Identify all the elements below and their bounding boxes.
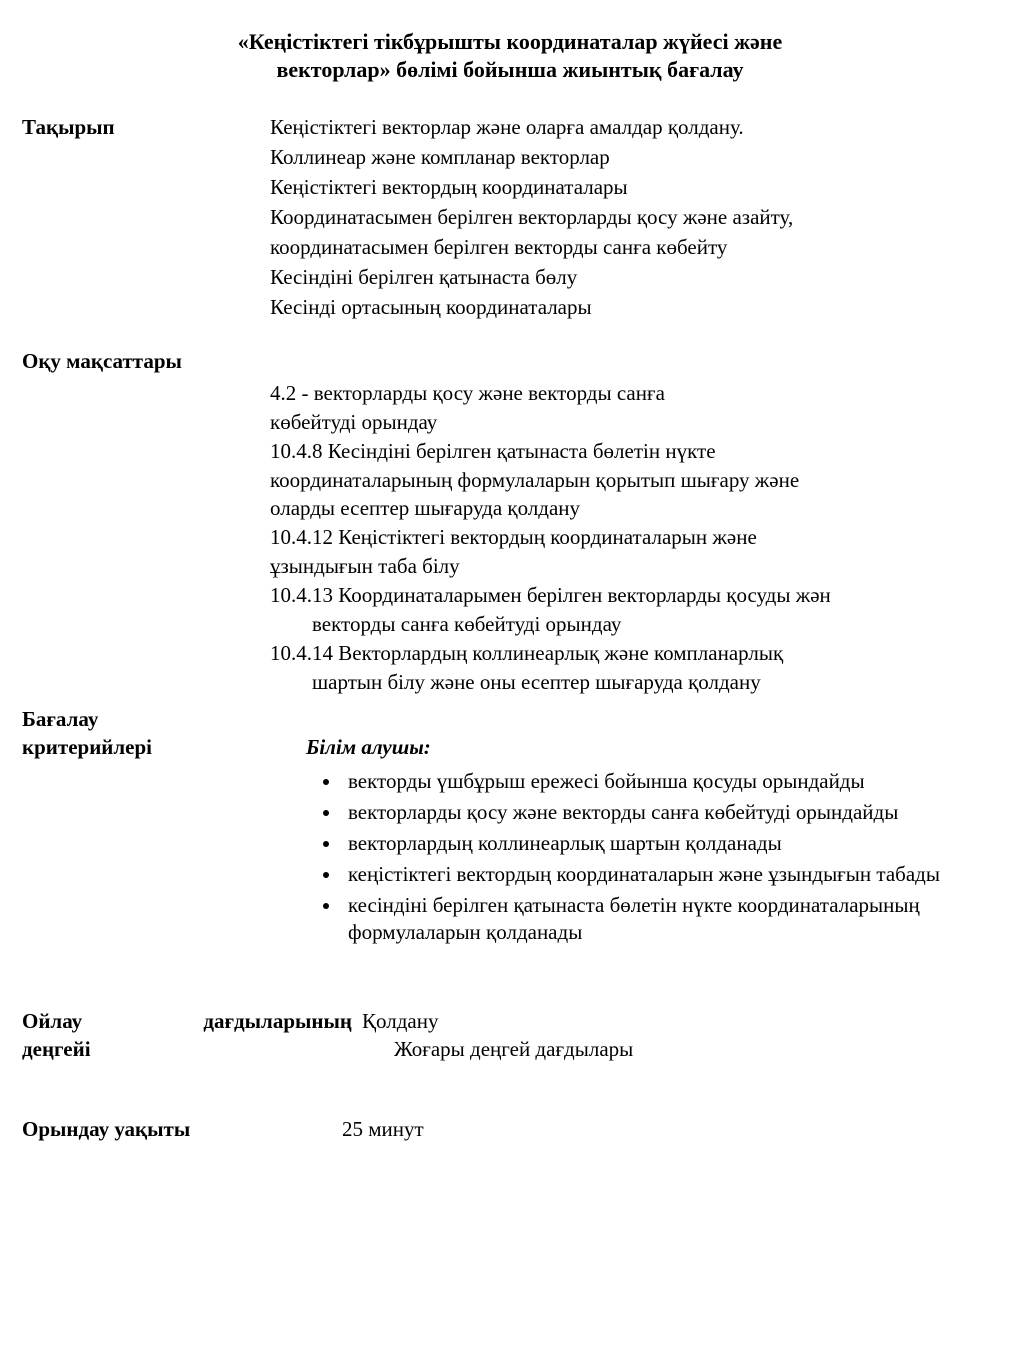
objective-line-9: векторды санға көбейтуді орындау — [312, 612, 622, 637]
topic-line-2: Коллинеар және компланар векторлар — [270, 145, 610, 170]
objective-line-11: шартын білу және оны есептер шығаруда қолдану — [312, 669, 761, 694]
thinking-skills-label-word-1: Ойлау — [22, 1009, 83, 1034]
topic-row — [22, 114, 982, 323]
objective-line-10: 10.4.14 Векторлардың коллинеарлық және компланарлық — [270, 641, 784, 666]
assessment-criteria-list — [306, 768, 982, 948]
objective-line-6: 10.4.12 Кеңістіктегі вектордың координаталарын және — [270, 525, 757, 550]
topic-label: Тақырып — [22, 115, 115, 140]
objective-line-4: координаталарының формулаларын қорытып шығару және — [270, 467, 800, 492]
objective-line-1: 4.2 - векторларды қосу және векторды санға — [270, 380, 665, 405]
topic-line-7: Кесінді ортасының координаталары — [270, 294, 592, 319]
thinking-skills-label-line-2: деңгейі — [22, 1037, 91, 1062]
thinking-skills-label-word-2: дағдыларының — [203, 1009, 352, 1034]
list-item: • кеңістіктегі вектордың координаталарын және ұзындығын табады — [342, 861, 982, 889]
objective-line-3: 10.4.8 Кесіндіні берілген қатынаста бөлетін нүкте — [270, 438, 716, 463]
duration-row — [22, 1116, 982, 1144]
list-item: • векторларды қосу және векторды санға көбейтуді орындайды — [342, 799, 982, 827]
assessment-criteria-intro: Білім алушы: — [306, 734, 431, 759]
page-title-line-1: «Кеңістіктегі тікбұрышты координаталар жүйесі және — [237, 29, 783, 54]
objective-line-8: 10.4.13 Координаталарымен берілген векторларды қосуды жән — [270, 583, 831, 608]
objective-line-2: көбейтуді орындау — [270, 409, 438, 434]
assessment-criteria-row — [22, 706, 982, 950]
topic-content — [270, 114, 982, 323]
assessment-criteria-label-line-1: Бағалау — [22, 706, 99, 731]
page-title — [110, 28, 910, 84]
assessment-criteria-content — [270, 706, 982, 950]
thinking-skills-label — [22, 1008, 362, 1063]
list-item: • кесіндіні берілген қатынаста бөлетін нүкте координаталарының формулаларын қолданады — [342, 892, 982, 948]
thinking-skills-row — [22, 1008, 982, 1064]
topic-line-4: Координатасымен берілген векторларды қосу және азайту, — [270, 205, 794, 230]
learning-objectives-content — [270, 348, 982, 698]
assessment-criteria-label-line-2: критерийлері — [22, 734, 153, 759]
objective-line-5: оларды есептер шығаруда қолдану — [270, 496, 581, 521]
objective-line-7: ұзындығын таба білу — [270, 554, 460, 579]
document-page — [0, 28, 1020, 1368]
thinking-skills-label-line-1 — [22, 1008, 352, 1036]
topic-line-5: координатасымен берілген векторды санға көбейту — [270, 235, 728, 259]
duration-value: 25 минут — [342, 1117, 424, 1142]
duration-label: Орындау уақыты — [22, 1117, 191, 1142]
thinking-skills-content — [362, 1008, 982, 1064]
thinking-skills-value-1: Қолдану — [362, 1009, 439, 1034]
topic-line-3: Кеңістіктегі вектордың координаталары — [270, 175, 628, 200]
topic-line-1: Кеңістіктегі векторлар және оларға амалдар қолдану. — [270, 115, 744, 140]
learning-objectives-row — [22, 348, 982, 698]
thinking-skills-value-2: Жоғары деңгей дағдылары — [394, 1037, 634, 1062]
page-title-line-2: векторлар» бөлімі бойынша жиынтық бағалау — [276, 57, 744, 83]
learning-objectives-label: Оқу мақсаттары — [22, 348, 182, 373]
assessment-criteria-label — [22, 706, 270, 761]
list-item: • векторлардың коллинеарлық шартын қолданады — [342, 830, 982, 858]
list-item: • векторды үшбұрыш ережесі бойынша қосуды орындайды — [342, 768, 982, 796]
topic-line-6: Кесіндіні берілген қатынаста бөлу — [270, 264, 578, 289]
